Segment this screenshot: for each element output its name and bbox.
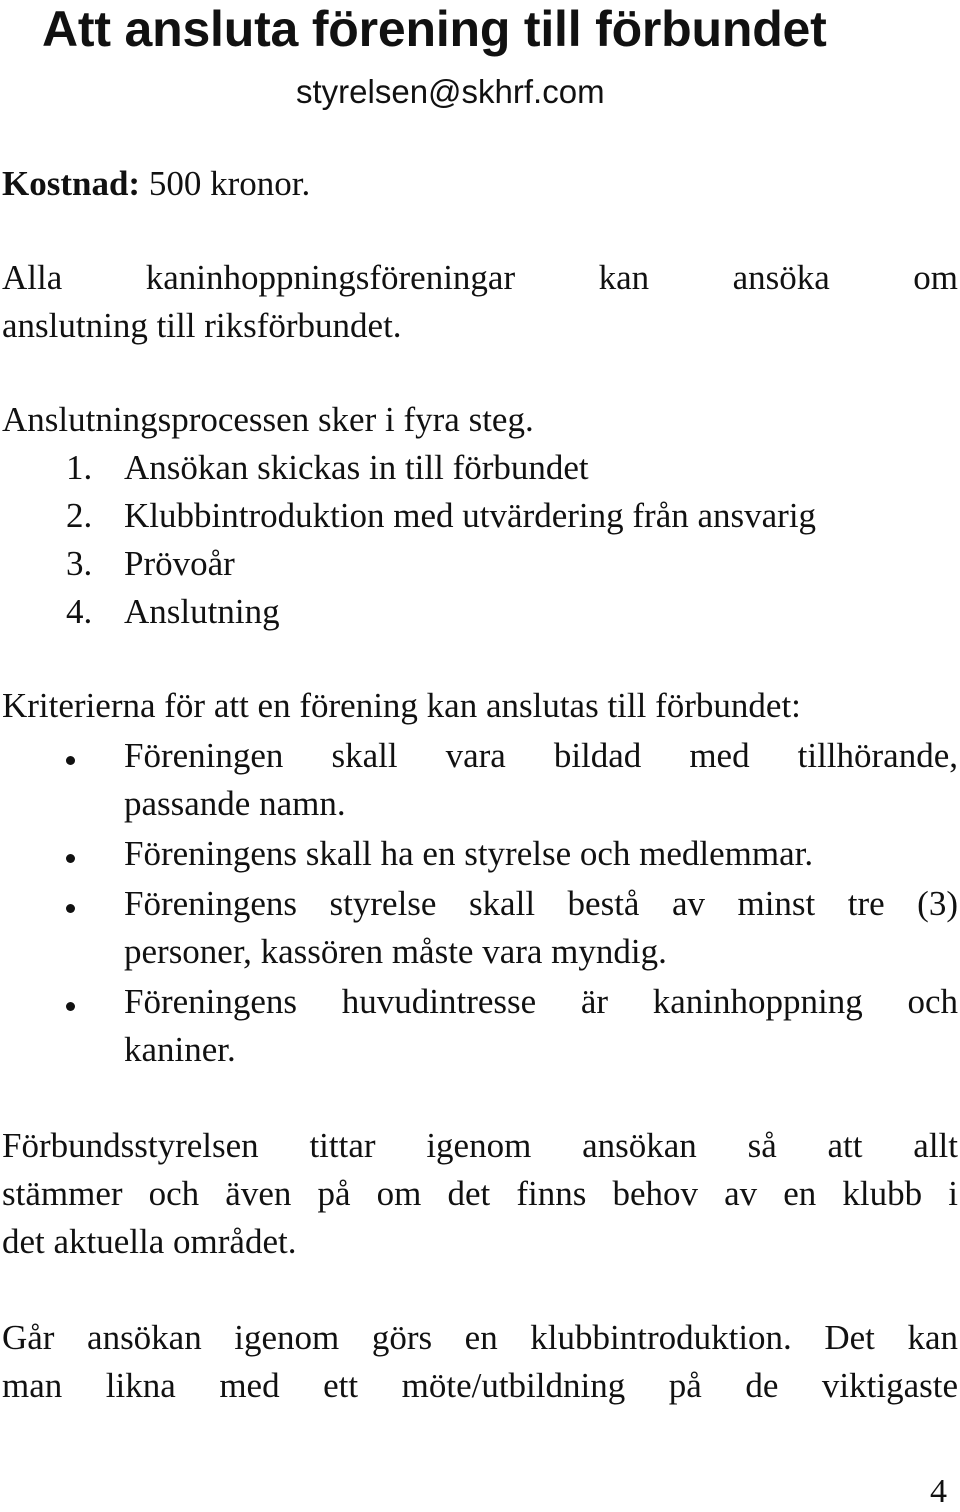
introduction-line-2: man likna med ett möte/utbildning på de viktigaste <box>2 1366 958 1405</box>
cost-label: Kostnad: <box>2 164 141 203</box>
intro-line-1: Alla kaninhoppningsföreningar kan ansöka om <box>2 258 958 297</box>
cost-line <box>2 160 310 208</box>
review-line-1: Förbundsstyrelsen tittar igenom ansökan så att allt <box>2 1126 958 1165</box>
step-number: 3. <box>66 544 93 583</box>
criteria-item-1-line-1: Föreningen skall vara bildad med tillhörande, <box>124 736 958 775</box>
step-number: 1. <box>66 448 93 487</box>
step-text: Ansökan skickas in till förbundet <box>124 448 589 487</box>
page-title: Att ansluta förening till förbundet <box>42 1 827 57</box>
criteria-item-4-line-1: Föreningens huvudintresse är kaninhoppning och <box>124 982 958 1021</box>
step-text: Prövoår <box>124 544 235 583</box>
step-number: 4. <box>66 592 93 631</box>
review-line-2: stämmer och även på om det finns behov av en klubb i <box>2 1174 958 1213</box>
review-line-3: det aktuella området. <box>2 1222 297 1261</box>
criteria-item-4-line-2: kaniner. <box>124 1030 236 1069</box>
criteria-item-3-line-1: Föreningens styrelse skall bestå av minst tre (3) <box>124 884 958 923</box>
bullet-icon <box>66 1002 75 1011</box>
contact-email: styrelsen@skhrf.com <box>296 73 605 110</box>
bullet-icon <box>66 854 75 863</box>
step-number: 2. <box>66 496 93 535</box>
criteria-heading: Kriterierna för att en förening kan anslutas till förbundet: <box>2 686 801 725</box>
step-text: Anslutning <box>124 592 280 631</box>
intro-line-2: anslutning till riksförbundet. <box>2 306 402 345</box>
criteria-item-3-line-2: personer, kassören måste vara myndig. <box>124 932 667 971</box>
criteria-item-2-line-1: Föreningens skall ha en styrelse och medlemmar. <box>124 834 814 873</box>
process-heading: Anslutningsprocessen sker i fyra steg. <box>2 400 534 439</box>
step-text: Klubbintroduktion med utvärdering från ansvarig <box>124 496 817 535</box>
criteria-item-1-line-2: passande namn. <box>124 784 346 823</box>
bullet-icon <box>66 904 75 913</box>
introduction-line-1: Går ansökan igenom görs en klubbintroduktion. Det kan <box>2 1318 958 1357</box>
cost-value: 500 kronor. <box>140 164 311 203</box>
page-number: 4 <box>930 1473 947 1510</box>
bullet-icon <box>66 756 75 765</box>
